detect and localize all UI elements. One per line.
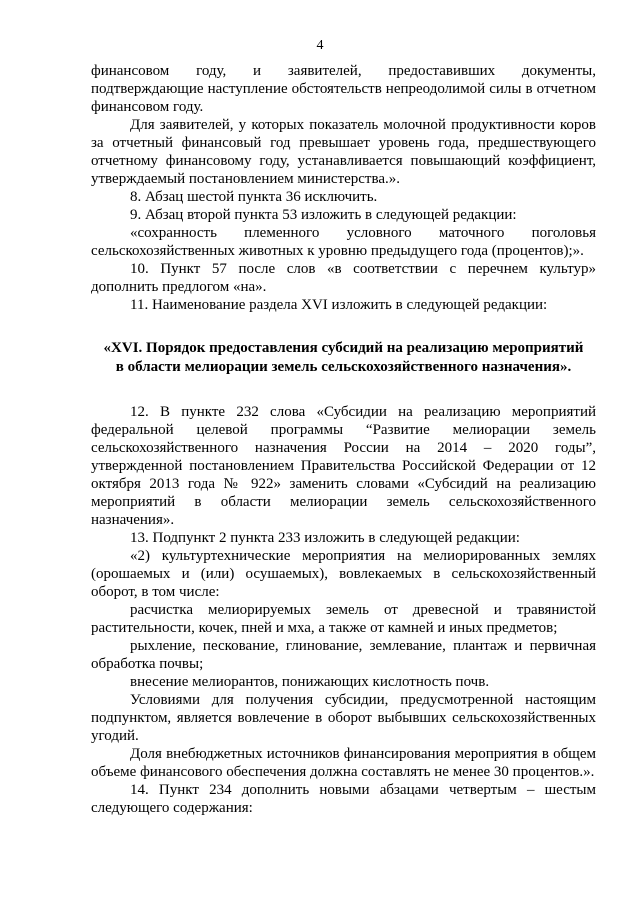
paragraph: 13. Подпункт 2 пункта 233 изложить в следующей редакции:: [130, 530, 520, 546]
page-number: 4: [316, 38, 324, 53]
section-heading-line-1: «XVI. Порядок предоставления субсидий на реализацию мероприятий: [103, 340, 584, 356]
paragraph: 11. Наименование раздела XVI изложить в следующей редакции:: [130, 297, 548, 313]
paragraph: «сохранность племенного условного маточного поголовья сельскохозяйственных животных к уровню предыдущего года (процентов);».: [91, 225, 596, 259]
paragraph: 8. Абзац шестой пункта 36 исключить.: [130, 189, 378, 205]
paragraph: Доля внебюджетных источников финансирования мероприятия в общем объеме финансового обеспечения должна составлять не менее 30 процентов.».: [91, 746, 596, 780]
paragraph: «2) культуртехнические мероприятия на мелиорированных землях (орошаемых и (или) осушаемых), вовлекаемых в сельскохозяйственный оборот, в том числе:: [91, 548, 596, 600]
paragraph: Для заявителей, у которых показатель молочной продуктивности коров за отчетный финансовый год превышает уровень года, предшествующего отчетному финансовому году, устанавливается повышающий коэффициент, утверждаемый постановлением министерства.».: [91, 117, 596, 187]
paragraph: 9. Абзац второй пункта 53 изложить в следующей редакции:: [130, 207, 517, 223]
section-heading-line-2: в области мелиорации земель сельскохозяйственного назначения».: [115, 359, 572, 375]
paragraph: финансовом году, и заявителей, предоставивших документы, подтверждающие наступление обстоятельств непреодолимой силы в отчетном финансовом году.: [91, 63, 596, 115]
document-body: [91, 62, 596, 817]
paragraph: Условиями для получения субсидии, предусмотренной настоящим подпунктом, является вовлечение в оборот выбывших сельскохозяйственных угодий.: [91, 692, 596, 744]
section-heading: [91, 339, 596, 377]
paragraph: 14. Пункт 234 дополнить новыми абзацами четвертым – шестым следующего содержания:: [91, 782, 596, 816]
paragraph: рыхление, пескование, глинование, землевание, плантаж и первичная обработка почвы;: [91, 638, 596, 672]
paragraph: расчистка мелиорируемых земель от древесной и травянистой растительности, кочек, пней и мха, а также от камней и иных предметов;: [91, 602, 596, 636]
paragraph: 12. В пункте 232 слова «Субсидии на реализацию мероприятий федеральной целевой программы “Развитие мелиорации земель сельскохозяйственного назначения России на 2014 – 2020 годы”, утвержденной постановлением Правительства Российской Федерации от 12 октября 2013 года № 922» заменить словами «Субсидий на реализацию мероприятий в области мелиорации земель сельскохозяйственного назначения».: [91, 404, 596, 528]
paragraph: внесение мелиорантов, понижающих кислотность почв.: [130, 674, 490, 690]
paragraph: 10. Пункт 57 после слов «в соответствии с перечнем культур» дополнить предлогом «на».: [91, 261, 596, 295]
